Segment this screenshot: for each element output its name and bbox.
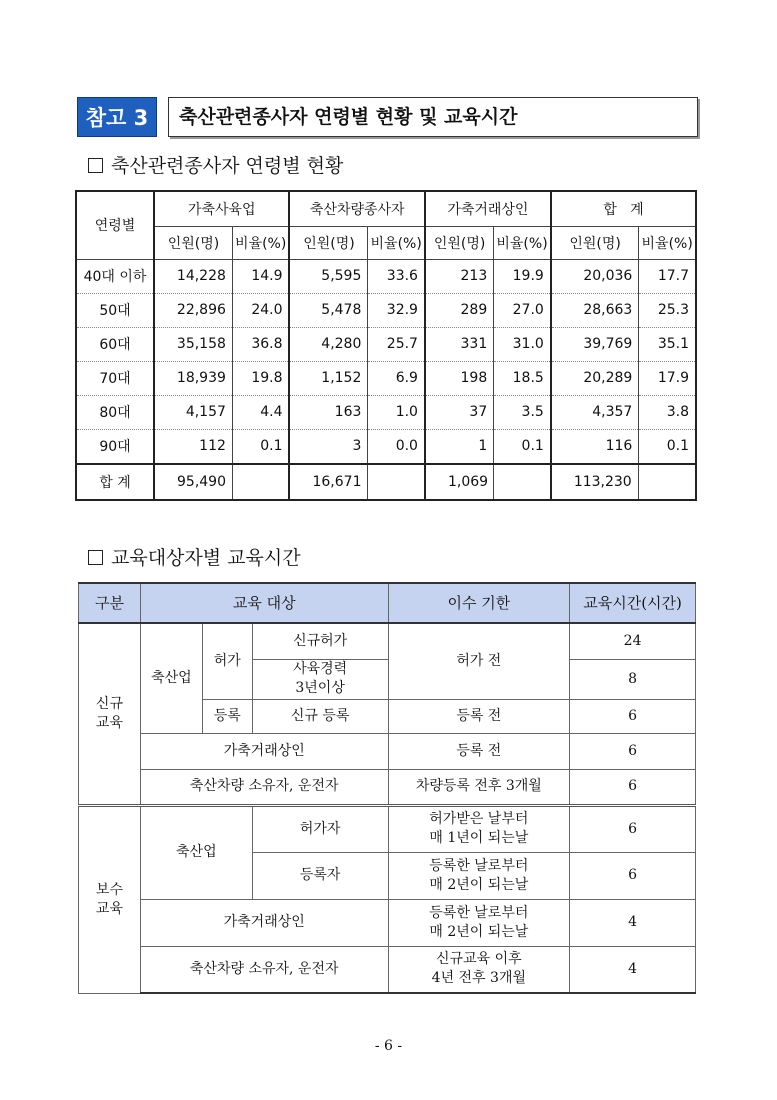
group-header: 가축거래상인 (425, 191, 551, 226)
data-cell: 0.0 (368, 429, 425, 464)
target-cell: 축산차량 소유자, 운전자 (140, 769, 388, 805)
hours-cell: 6 (570, 733, 696, 769)
total-cell (494, 464, 551, 500)
sub-header: 인원(명) (154, 226, 232, 259)
livestock-cell: 축산업 (140, 805, 252, 899)
age-label: 70대 (76, 361, 154, 395)
age-label: 40대 이하 (76, 259, 154, 293)
group-header: 합 계 (551, 191, 696, 226)
data-cell: 289 (425, 293, 494, 327)
sub-header: 비율(%) (232, 226, 289, 259)
target-cell: 축산차량 소유자, 운전자 (140, 946, 388, 993)
total-cell (368, 464, 425, 500)
data-cell: 0.1 (639, 429, 696, 464)
period-cell: 등록 전 (388, 733, 570, 769)
target-cell: 허가자 (252, 805, 388, 852)
target-cell: 등록자 (252, 852, 388, 899)
section-heading-education: 교육대상자별 교육시간 (88, 543, 301, 570)
total-cell: 113,230 (551, 464, 639, 500)
data-cell: 17.7 (639, 259, 696, 293)
data-cell: 35.1 (639, 327, 696, 361)
total-label: 합 계 (76, 464, 154, 500)
category-refresh: 보수 교육 (79, 805, 141, 993)
data-cell: 25.3 (639, 293, 696, 327)
target-cell: 가축거래상인 (140, 899, 388, 946)
total-cell (639, 464, 696, 500)
table-row (76, 429, 696, 464)
group-header: 가축사육업 (154, 191, 289, 226)
data-cell: 22,896 (154, 293, 232, 327)
square-bullet-icon (88, 550, 103, 565)
data-cell: 112 (154, 429, 232, 464)
data-cell: 19.8 (232, 361, 289, 395)
period-cell: 신규교육 이후 4년 전후 3개월 (388, 946, 570, 993)
data-cell: 1,152 (289, 361, 367, 395)
data-cell: 14,228 (154, 259, 232, 293)
hours-cell: 4 (570, 899, 696, 946)
age-label: 80대 (76, 395, 154, 429)
period-cell: 허가 전 (388, 623, 570, 699)
total-cell: 95,490 (154, 464, 232, 500)
data-cell: 3 (289, 429, 367, 464)
data-cell: 0.1 (494, 429, 551, 464)
sub-header: 인원(명) (551, 226, 639, 259)
data-cell: 3.8 (639, 395, 696, 429)
data-cell: 3.5 (494, 395, 551, 429)
period-cell: 허가받은 날부터 매 1년이 되는날 (388, 805, 570, 852)
data-cell: 331 (425, 327, 494, 361)
livestock-cell: 축산업 (140, 623, 202, 733)
data-cell: 1.0 (368, 395, 425, 429)
section-heading-age: 축산관련종사자 연령별 현황 (88, 151, 343, 178)
age-label: 50대 (76, 293, 154, 327)
sub-header: 비율(%) (639, 226, 696, 259)
data-cell: 27.0 (494, 293, 551, 327)
group-header: 축산차량종사자 (289, 191, 424, 226)
data-cell: 20,036 (551, 259, 639, 293)
data-cell: 4,357 (551, 395, 639, 429)
table-row (76, 361, 696, 395)
reference-tag: 참고 3 (77, 97, 157, 137)
head-cell: 교육 대상 (140, 583, 388, 623)
head-cell: 이수 기한 (388, 583, 570, 623)
data-cell: 24.0 (232, 293, 289, 327)
data-cell: 5,478 (289, 293, 367, 327)
table-row (76, 395, 696, 429)
hours-cell: 6 (570, 769, 696, 805)
period-cell: 등록한 날로부터 매 2년이 되는날 (388, 852, 570, 899)
table-row (76, 259, 696, 293)
total-cell (232, 464, 289, 500)
data-cell: 25.7 (368, 327, 425, 361)
category-new: 신규 교육 (79, 623, 141, 805)
data-cell: 163 (289, 395, 367, 429)
age-label: 60대 (76, 327, 154, 361)
sub-header: 비율(%) (368, 226, 425, 259)
data-cell: 18.5 (494, 361, 551, 395)
period-cell: 차량등록 전후 3개월 (388, 769, 570, 805)
data-cell: 39,769 (551, 327, 639, 361)
data-cell: 36.8 (232, 327, 289, 361)
data-cell: 20,289 (551, 361, 639, 395)
data-cell: 198 (425, 361, 494, 395)
data-cell: 17.9 (639, 361, 696, 395)
data-cell: 18,939 (154, 361, 232, 395)
total-cell: 1,069 (425, 464, 494, 500)
target-cell: 신규허가 (252, 623, 388, 659)
sub-header: 인원(명) (425, 226, 494, 259)
age-label: 90대 (76, 429, 154, 464)
col-age: 연령별 (76, 191, 154, 259)
hours-cell: 4 (570, 946, 696, 993)
data-cell: 14.9 (232, 259, 289, 293)
sub-header: 인원(명) (289, 226, 367, 259)
data-cell: 5,595 (289, 259, 367, 293)
data-cell: 28,663 (551, 293, 639, 327)
data-cell: 31.0 (494, 327, 551, 361)
data-cell: 4,280 (289, 327, 367, 361)
data-cell: 4,157 (154, 395, 232, 429)
hours-cell: 6 (570, 699, 696, 733)
head-cell: 교육시간(시간) (570, 583, 696, 623)
data-cell: 1 (425, 429, 494, 464)
data-cell: 116 (551, 429, 639, 464)
table-row (76, 293, 696, 327)
target-cell: 사육경력 3년이상 (252, 659, 388, 699)
hours-cell: 8 (570, 659, 696, 699)
data-cell: 33.6 (368, 259, 425, 293)
data-cell: 0.1 (232, 429, 289, 464)
period-cell: 등록 전 (388, 699, 570, 733)
permit-cell: 허가 (202, 623, 252, 699)
square-bullet-icon (88, 158, 103, 173)
target-cell: 가축거래상인 (140, 733, 388, 769)
page-number: - 6 - (374, 1038, 403, 1054)
reference-header (77, 97, 698, 137)
data-cell: 19.9 (494, 259, 551, 293)
age-table (75, 190, 697, 501)
register-cell: 등록 (202, 699, 252, 733)
hours-cell: 6 (570, 852, 696, 899)
hours-cell: 24 (570, 623, 696, 659)
data-cell: 35,158 (154, 327, 232, 361)
head-cell: 구분 (79, 583, 141, 623)
data-cell: 6.9 (368, 361, 425, 395)
education-table (78, 582, 696, 994)
data-cell: 213 (425, 259, 494, 293)
table-row (76, 327, 696, 361)
total-cell: 16,671 (289, 464, 367, 500)
hours-cell: 6 (570, 805, 696, 852)
period-cell: 등록한 날로부터 매 2년이 되는날 (388, 899, 570, 946)
page-title: 축산관련종사자 연령별 현황 및 교육시간 (168, 97, 698, 137)
sub-header: 비율(%) (494, 226, 551, 259)
data-cell: 37 (425, 395, 494, 429)
target-cell: 신규 등록 (252, 699, 388, 733)
data-cell: 4.4 (232, 395, 289, 429)
data-cell: 32.9 (368, 293, 425, 327)
